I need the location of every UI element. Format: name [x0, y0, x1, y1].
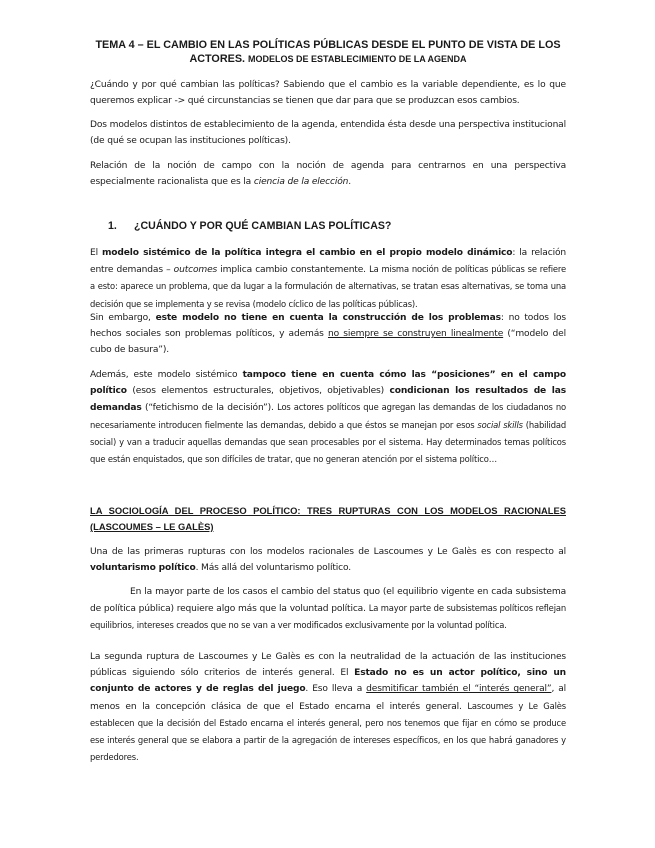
- section-1-paragraph-1: El modelo sistémico de la política integra el cambio en el propio modelo dinámico: la relación entre demandas – outcomes implica cambio constantemente. La misma noción de políticas públicas se refiere a esto: aparece un problema, que da lugar a la formulación de alternativas, se tratan esas alternativas, se toma una decisión que se implementa y se revisa (modelo cíclico de las políticas públicas).: [90, 248, 567, 309]
- intro-paragraph-3: Relación de la noción de campo con la noción de agenda para centrarnos en una perspectiva especialmente racionalista que es la ciencia de la elección.: [90, 161, 566, 188]
- section-2-heading: LA SOCIOLOGÍA DEL PROCESO POLÍTICO: TRES RUPTURAS CON LOS MODELOS RACIONALES (LASCOUMES – LE GALÈS): [90, 505, 566, 532]
- title-main: TEMA 4 – EL CAMBIO EN LAS POLÍTICAS PÚBLICAS DESDE EL PUNTO DE VISTA DE LOS ACTORES.: [95, 39, 561, 65]
- section-1-paragraph-2: Sin embargo, este modelo no tiene en cuenta la construcción de los problemas: no todos los hechos sociales son problemas políticos, y además no siempre se construyen linealmente (“modelo del cubo de basura”).: [90, 313, 567, 356]
- section-2-paragraph-3: La segunda ruptura de Lascoumes y Le Galès es con la neutralidad de la actuación de las instituciones públicas siguiendo sólo criterios de interés general. El Estado no es un actor político, sino un conjunto de actores y de reglas del juego. Eso lleva a desmitificar también el “interés general”, al menos en la concepción clásica de que el Estado encarna el interés general. Lascoumes y Le Galès establecen que la decisión del Estado encarna el interés general, pero nos tenemos que fijar en cómo se produce ese interés general que se elabora a partir de la agregación de intereses específicos, en los que habrá ganadores y perdedores.: [90, 652, 567, 763]
- section-number: 1.: [108, 220, 117, 232]
- section-2-paragraph-1: Una de las primeras rupturas con los modelos racionales de Lascoumes y Le Galès es con respecto al voluntarismo político. Más allá del voluntarismo político.: [90, 547, 566, 574]
- section-1-heading: [108, 220, 391, 232]
- section-2-paragraph-2: En la mayor parte de los casos el cambio del status quo (el equilibrio vigente en cada subsistema de política pública) requiere algo más que la voluntad política. La mayor parte de subsistemas políticos reflejan equilibrios, intereses creados que no se van a ver modificados exclusivamente por la voluntad política.: [90, 587, 567, 631]
- section-1-paragraph-3: Además, este modelo sistémico tampoco tiene en cuenta cómo las “posiciones” en el campo político (esos elementos estructurales, objetivos, objetivables) condicionan los resultados de las demandas (“fetichismo de la decisión”). Los actores políticos que agregan las demandas de los ciudadanos no necesariamente introducen fielmente las demandas, debido a que éstos se manejan por esos social skills (habilidad social) y van a traducir aquellas demandas que sean procesables por el sistema. Hay determinados temas políticos que están enquistados, que son difíciles de tratar, que no generan atención por el sistema político…: [90, 370, 567, 465]
- intro-paragraph-2: Dos modelos distintos de establecimiento de la agenda, entendida ésta desde una perspectiva institucional (de qué se ocupan las instituciones políticas).: [90, 120, 566, 147]
- section-heading-text: ¿CUÁNDO Y POR QUÉ CAMBIAN LAS POLÍTICAS?: [134, 220, 392, 232]
- intro-paragraph-1: ¿Cuándo y por qué cambian las políticas? Sabiendo que el cambio es la variable dependiente, es lo que queremos explicar -> qué circunstancias se tienen que dar para que se produzcan esos cambios.: [90, 80, 566, 107]
- title-sub: MODELOS DE ESTABLECIMIENTO DE LA AGENDA: [248, 54, 467, 64]
- page-title: [92, 38, 564, 66]
